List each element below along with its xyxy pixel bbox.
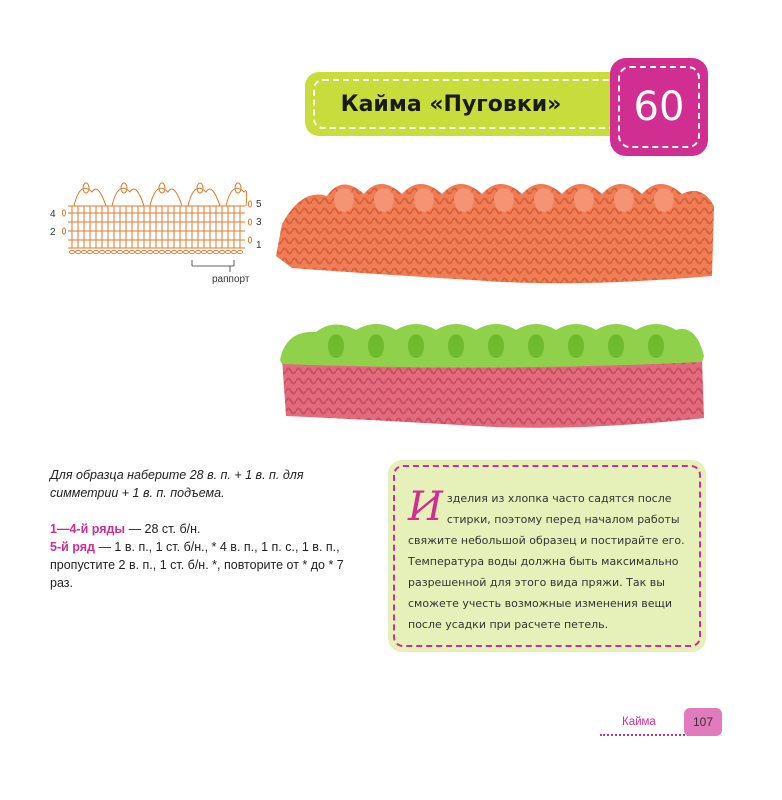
row-label-1: 1 <box>256 240 262 251</box>
chart-grid <box>62 183 251 254</box>
page-number: 107 <box>692 715 714 729</box>
row-label-3: 3 <box>256 217 262 228</box>
repeat-label: раппорт <box>212 274 250 285</box>
tip-drop-cap: И <box>408 484 443 530</box>
crochet-chart <box>40 170 270 290</box>
row-instruction-1-4 <box>50 520 365 538</box>
row-label-text: 1—4-й ряды <box>50 522 126 536</box>
pink-green-swatch <box>276 316 708 436</box>
tip-text <box>408 484 688 635</box>
row-label-4: 4 <box>50 209 56 220</box>
row-label-2: 2 <box>50 227 56 238</box>
instructions <box>50 466 365 592</box>
row-text: — 1 в. п., 1 ст. б/н., * 4 в. п., 1 п. с., 1 в. п., пропустите 2 в. п., 1 ст. б/н. *, повторите от * до * 7 раз. <box>50 540 344 590</box>
row-label-text: 5-й ряд <box>50 540 95 554</box>
tip-body: зделия из хлопка часто садятся после стирки, поэтому перед началом работы свяжите небольшой образец и постирайте его. Температура воды должна быть максимально разрешенной для этого вида пряжи. Так вы сможете учесть возможные изменения вещи после усадки при расчете петель. <box>408 492 685 631</box>
pattern-number-badge <box>610 58 708 156</box>
row-text: — 28 ст. б/н. <box>125 522 201 536</box>
tip-box <box>388 460 706 652</box>
row-instruction-5 <box>50 538 365 592</box>
row-label-5: 5 <box>256 199 262 210</box>
page-number-badge <box>684 708 722 736</box>
pattern-number: 60 <box>633 84 685 130</box>
orange-swatch <box>272 176 720 290</box>
footer-section-label: Кайма <box>622 716 656 728</box>
page-title: Кайма «Пуговки» <box>340 91 562 117</box>
instructions-intro: Для образца наберите 28 в. п. + 1 в. п. для симметрии + 1 в. п. подъема. <box>50 468 304 500</box>
title-banner <box>305 72 627 136</box>
repeat-bracket <box>192 260 234 272</box>
